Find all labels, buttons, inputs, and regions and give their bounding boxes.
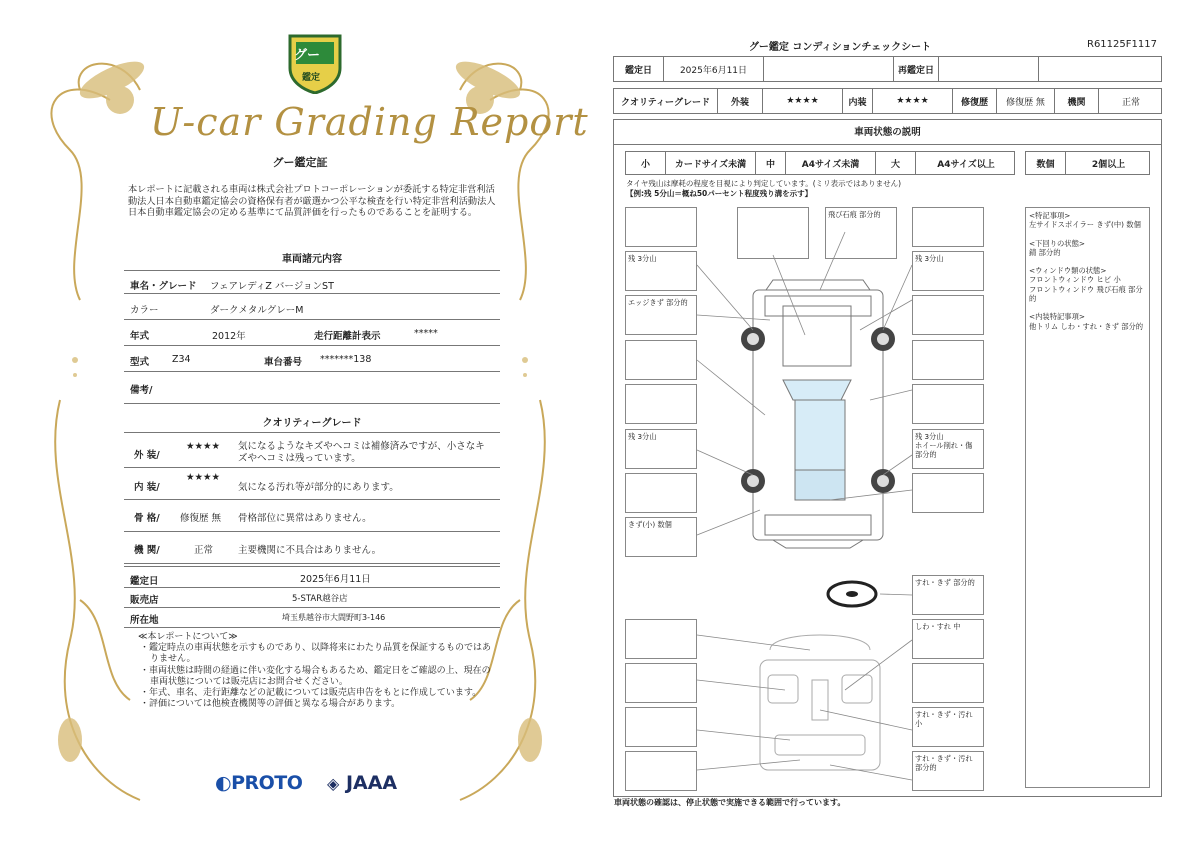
quality-int-label: 内 装/ [134, 482, 160, 493]
tire-note-line2: 【例:残 5分山＝概ね50パーセント程度残り溝を示す】 [626, 188, 813, 198]
info-row-store [124, 588, 500, 608]
note-group [1029, 266, 1146, 303]
quality-frame-value: 修復歴 無 [180, 513, 222, 524]
damage-box [625, 473, 697, 513]
int-stars: ★★★★ [873, 89, 953, 113]
quality-int-desc: 気になる汚れ等が部分的にあります。 [238, 482, 399, 493]
damage-box: 残 3分山 [625, 429, 697, 469]
info-store-value: 5-STAR越谷店 [292, 594, 348, 604]
badge-text: グー [294, 48, 321, 63]
note-head: <下回りの状態> [1029, 238, 1086, 248]
size-large-desc: A4サイズ以上 [937, 159, 995, 170]
count-label: 数個 [1026, 152, 1066, 174]
tire-note-line1: タイヤ残山は摩耗の程度を目視により判定しています。(ミリ表示ではありません) [626, 179, 902, 188]
note-item: ・年式、車名、走行距離などの記載については販売店申告をもとに作成しています。 [140, 688, 482, 699]
note-body: 錆 部分的 [1029, 247, 1061, 257]
date-label: 鑑定日 [614, 57, 664, 81]
damage-box [625, 207, 697, 247]
repair-label: 修復歴 [953, 89, 997, 113]
size-large: 大 [876, 152, 916, 174]
quality-row-ext [124, 432, 500, 468]
damage-box: 飛び石痕 部分的 [825, 207, 897, 259]
spec-name-value: フェアレディZ バージョンST [210, 281, 334, 292]
report-notes [138, 632, 498, 710]
damage-box: すれ・きず・汚れ 小 [912, 707, 984, 747]
damage-box: 残 3分山 [625, 251, 697, 291]
note-head: <ウィンドウ類の状態> [1029, 266, 1107, 276]
spec-model-value: Z34 [172, 354, 191, 365]
spec-year-label: 年式 [130, 331, 150, 342]
date-blank [764, 57, 894, 81]
grade-table [613, 88, 1162, 114]
cert-text: 本レポートに記載される車両は株式会社プロトコーポレーションが委託する特定非営利活動法人日本自動車鑑定協会の資格保有者が厳選かつ公平な検査を行い特定非営利活動法人日本自動車鑑定協会の定める基準にて品質評価を行ったものであることを証明する。 [128, 184, 496, 218]
quality-frame-desc: 骨格部位に異常はありません。 [238, 513, 372, 524]
note-group [1029, 211, 1146, 230]
damage-box [912, 207, 984, 247]
engine-label: 機関 [1055, 89, 1099, 113]
redate-value [939, 57, 1039, 81]
spec-name-label: 車名・グレード [130, 281, 197, 292]
spec-row-year [124, 320, 500, 346]
spec-row-color [124, 294, 500, 320]
damage-box [912, 473, 984, 513]
damage-box [912, 340, 984, 380]
quality-frame-label: 骨 格/ [134, 513, 160, 524]
note-item: ・評価については他検査機関等の評価と異なる場合があります。 [140, 699, 401, 710]
repair-value: 修復歴 無 [997, 89, 1055, 113]
size-small: 小 [626, 152, 666, 174]
info-addr-value: 埼玉県越谷市大間野町3-146 [282, 613, 386, 622]
note-item: ・車両状態は時間の経過に伴い変化する場合もあるため、鑑定日をご確認の上、現在の車両状態については販売店にお問合せください。 [140, 665, 491, 687]
info-addr-label: 所在地 [130, 615, 159, 626]
note-head: <内装特記事項> [1029, 312, 1086, 322]
tire-note [626, 179, 901, 198]
damage-box [912, 384, 984, 424]
spec-odo-label: 走行距離計表示 [314, 331, 381, 342]
quality-engine-desc: 主要機関に不具合はありません。 [238, 545, 382, 556]
specs-title: 車両諸元内容 [282, 254, 342, 265]
damage-box: 残 3分山 ホイール削れ・傷 部分的 [912, 429, 984, 469]
spec-chassis-label: 車台番号 [264, 357, 303, 368]
quality-ext-label: 外 装/ [134, 450, 160, 461]
note-body: 左サイドスポイラー きず(中) 数個 [1029, 220, 1141, 230]
damage-box [625, 707, 697, 747]
damage-box [625, 340, 697, 380]
sheet-footer: 車両状態の確認は、停止状態で実施できる範囲で行っています。 [614, 798, 846, 807]
size-mid-desc: A4サイズ未満 [786, 152, 876, 174]
spec-odo-value: ***** [414, 328, 438, 339]
damage-box: すれ・きず 部分的 [912, 575, 984, 615]
quality-engine-label: 機 関/ [134, 545, 160, 556]
count-desc: 2個以上 [1091, 159, 1126, 170]
damage-box [912, 295, 984, 335]
damage-box [625, 663, 697, 703]
note-group [1029, 239, 1146, 258]
damage-box: 残 3分山 [912, 251, 984, 291]
redate-label: 再鑑定日 [894, 57, 939, 81]
spec-color-value: ダークメタルグレーM [210, 305, 304, 316]
quality-row-int [124, 468, 500, 500]
redate-blank [1039, 57, 1163, 81]
size-small-desc: カードサイズ未満 [666, 152, 756, 174]
int-label: 内装 [843, 89, 873, 113]
quality-int-stars: ★★★★ [186, 472, 221, 483]
damage-box [625, 619, 697, 659]
note-body: フロントウィンドウ ヒビ 小 フロントウィンドウ 飛び石痕 部分的 [1029, 275, 1143, 304]
info-row-addr [124, 608, 500, 628]
info-store-label: 販売店 [130, 595, 159, 606]
date-table [613, 56, 1162, 82]
proto-logo: ◐PROTO [215, 772, 303, 794]
spec-model-label: 型式 [130, 357, 150, 368]
damage-box: しわ・すれ 中 [912, 619, 984, 659]
spec-remarks-label: 備考/ [130, 385, 153, 396]
notes-title: ≪本レポートについて≫ [138, 632, 238, 642]
info-row-date [124, 566, 500, 588]
note-group [1029, 312, 1146, 331]
quality-ext-desc: 気になるようなキズやヘコミは補修済みですが、小さなキズやヘコミは残っています。 [238, 441, 485, 464]
note-item: ・鑑定時点の車両状態を示すものであり、以降将来にわたり品質を保証するものではありません。 [140, 643, 492, 665]
spec-row-remarks [124, 372, 500, 404]
quality-row-engine [124, 532, 500, 564]
ext-label: 外装 [718, 89, 763, 113]
quality-engine-value: 正常 [194, 545, 214, 556]
damage-box [737, 207, 809, 259]
spec-row-model [124, 346, 500, 372]
spec-color-label: カラー [130, 305, 159, 316]
damage-box: きず(小) 数個 [625, 517, 697, 557]
size-legend [625, 151, 1015, 175]
damage-box [912, 663, 984, 703]
cert-title: グー鑑定証 [272, 156, 328, 169]
quality-row-frame [124, 500, 500, 532]
engine-value: 正常 [1121, 97, 1140, 108]
date-value: 2025年6月11日 [664, 57, 764, 81]
special-notes-box [1025, 207, 1150, 788]
spec-chassis-value: *******138 [320, 354, 372, 365]
info-date-value: 2025年6月11日 [300, 574, 371, 585]
desc-title: 車両状態の説明 [614, 120, 1161, 145]
report-title: U-car Grading Report [150, 100, 589, 144]
jaaa-logo: ◈ JAAA [327, 772, 398, 794]
damage-box: エッジきず 部分的 [625, 295, 697, 335]
damage-box: すれ・きず・汚れ 部分的 [912, 751, 984, 791]
qg-label: クオリティーグレード [614, 89, 718, 113]
info-date-label: 鑑定日 [130, 576, 159, 587]
ext-stars: ★★★★ [763, 89, 843, 113]
badge-sub: 鑑定 [302, 73, 321, 83]
damage-box [625, 751, 697, 791]
spec-row-name [124, 270, 500, 294]
quality-ext-stars: ★★★★ [186, 441, 221, 452]
proto-mark-icon: ◐ [215, 772, 232, 794]
note-head: <特記事項> [1029, 211, 1071, 220]
sheet-title: グー鑑定 コンディションチェックシート [748, 42, 932, 53]
note-body: 他トリム しわ・すれ・きず 部分的 [1029, 321, 1144, 331]
jaaa-mark-icon: ◈ [327, 774, 340, 793]
spec-year-value: 2012年 [212, 331, 246, 342]
damage-box [625, 384, 697, 424]
quality-title: クオリティーグレード [262, 418, 362, 429]
count-legend [1025, 151, 1150, 175]
sheet-code: R61125F1117 [1087, 39, 1157, 50]
size-mid: 中 [756, 152, 786, 174]
